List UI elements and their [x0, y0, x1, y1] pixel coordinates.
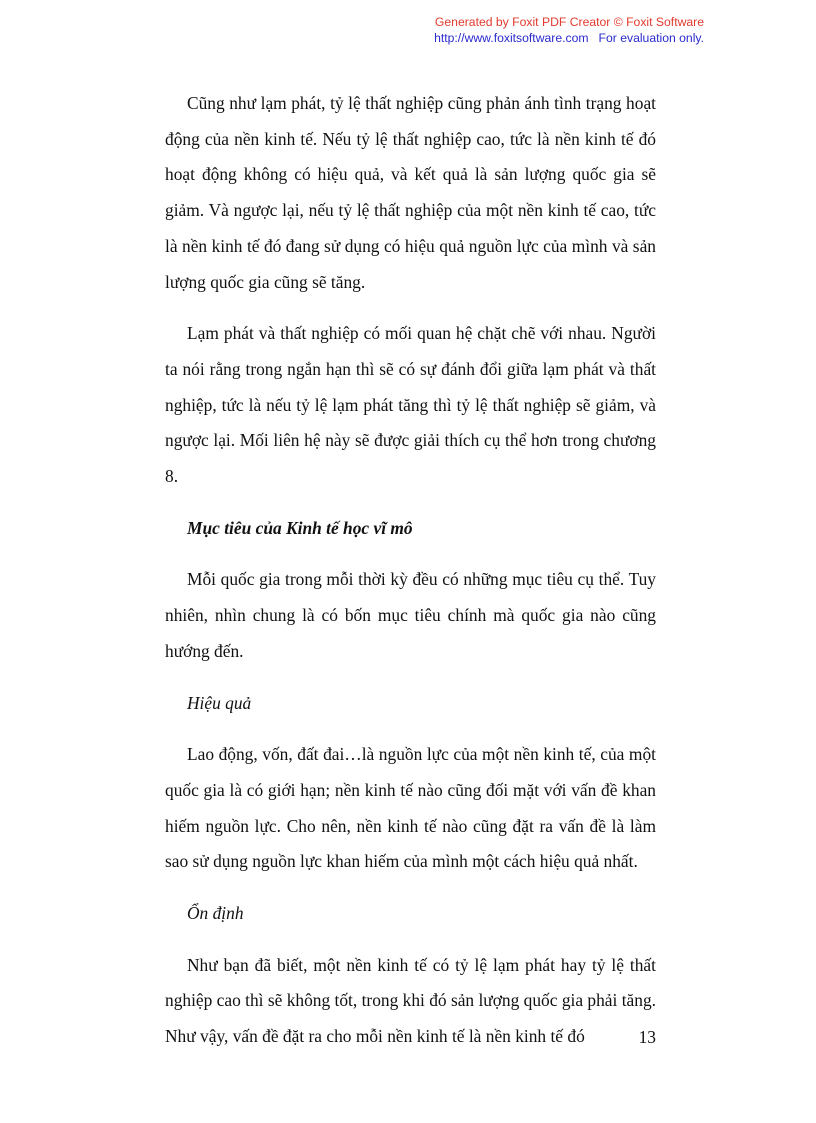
watermark-link-line [434, 30, 704, 46]
paragraph-efficiency: Lao động, vốn, đất đai…là nguồn lực của một nền kinh tế, của một quốc gia là có giới hạn; nền kinh tế nào cũng đối mặt với vấn đề khan hiếm nguồn lực. Cho nên, nền kinh tế nào cũng đặt ra vấn đề là làm sao sử dụng nguồn lực khan hiếm của mình một cách hiệu quả nhất. [165, 744, 656, 872]
paragraph-objectives: Mỗi quốc gia trong mỗi thời kỳ đều có những mục tiêu cụ thể. Tuy nhiên, nhìn chung là có bốn mục tiêu chính mà quốc gia nào cũng hướng đến. [165, 569, 656, 661]
watermark-evaluation-note: For evaluation only. [598, 31, 704, 45]
paragraph-stability: Như bạn đã biết, một nền kinh tế có tỷ lệ lạm phát hay tỷ lệ thất nghiệp cao thì sẽ không tốt, trong khi đó sản lượng quốc gia phải tăng. Như vậy, vấn đề đặt ra cho mỗi nền kinh tế là nền kinh tế đó [165, 954, 656, 1047]
paragraph-unemployment: Cũng như lạm phát, tỷ lệ thất nghiệp cũng phản ánh tình trạng hoạt động của nền kinh tế. Nếu tỷ lệ thất nghiệp cao, tức là nền kinh tế đó hoạt động không có hiệu quả, và kết quả là sản lượng quốc gia sẽ giảm. Và ngược lại, nếu tỷ lệ thất nghiệp của một nền kinh tế cao, tức là nền kinh tế đó đang sử dụng có hiệu quả nguồn lực của mình và sản lượng quốc gia cũng sẽ tăng. [165, 93, 656, 292]
pdf-creator-watermark [434, 14, 704, 46]
subheading-efficiency: Hiệu quả [187, 692, 252, 713]
page-number: 13 [638, 1027, 656, 1047]
page-body [165, 86, 656, 1055]
watermark-generator-text: Generated by Foxit PDF Creator © Foxit Software [434, 15, 704, 29]
subheading-stability: Ổn định [187, 903, 244, 924]
paragraph-inflation-unemployment: Lạm phát và thất nghiệp có mối quan hệ chặt chẽ với nhau. Người ta nói rằng trong ngắn hạn thì sẽ có sự đánh đổi giữa lạm phát và thất nghiệp, tức là nếu tỷ lệ lạm phát tăng thì tỷ lệ thất nghiệp sẽ giảm, và ngược lại. Mối liên hệ này sẽ được giải thích cụ thể hơn trong chương 8. [165, 323, 656, 487]
section-heading-objectives: Mục tiêu của Kinh tế học vĩ mô [187, 517, 413, 538]
watermark-url[interactable]: http://www.foxitsoftware.com [434, 31, 589, 45]
